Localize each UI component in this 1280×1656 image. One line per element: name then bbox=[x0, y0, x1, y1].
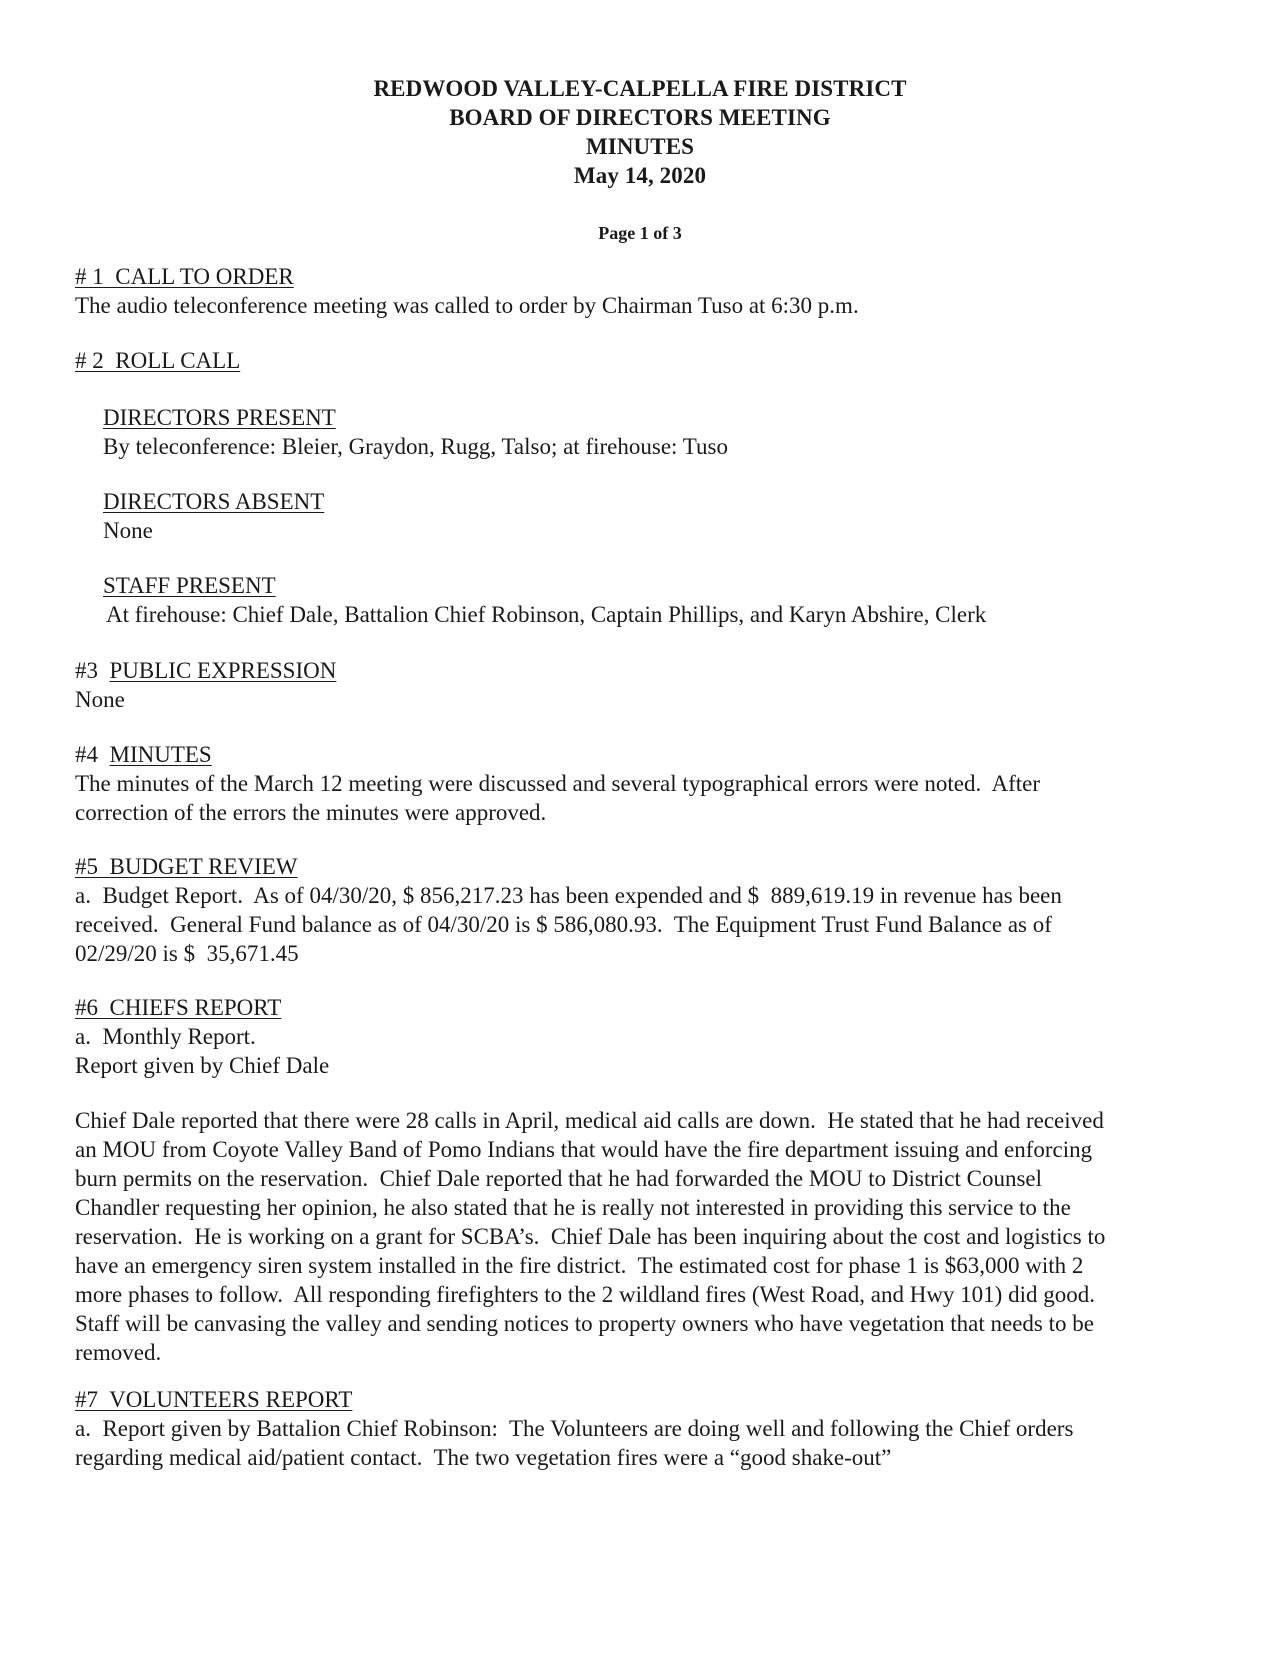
budget-line: 02/29/20 is $ 35,671.45 bbox=[75, 941, 299, 966]
report-line: regarding medical aid/patient contact. The two vegetation fires were a “good shake-out” bbox=[75, 1445, 892, 1470]
directors-present bbox=[103, 403, 1243, 461]
subsection-heading: DIRECTORS ABSENT bbox=[103, 489, 325, 514]
report-line: a. Report given by Battalion Chief Robinson: The Volunteers are doing well and following the Chief orders bbox=[75, 1416, 1074, 1441]
budget-line: a. Budget Report. As of 04/30/20, $ 856,217.23 has been expended and $ 889,619.19 in revenue has been bbox=[75, 883, 1062, 908]
report-line: a. Monthly Report. bbox=[75, 1024, 256, 1049]
subsection-heading: STAFF PRESENT bbox=[103, 573, 276, 598]
section-chiefs-report bbox=[75, 993, 1215, 1080]
section-title: PUBLIC EXPRESSION bbox=[109, 658, 337, 683]
section-body-line: The minutes of the March 12 meeting were discussed and several typographical errors were noted. After bbox=[75, 771, 1041, 796]
section-body: The audio teleconference meeting was called to order by Chairman Tuso at 6:30 p.m. bbox=[75, 293, 859, 318]
paragraph-line: Staff will be canvasing the valley and sending notices to property owners who have vegetation that needs to be bbox=[75, 1311, 1094, 1336]
paragraph-line: Chief Dale reported that there were 28 calls in April, medical aid calls are down. He stated that he had received bbox=[75, 1108, 1104, 1133]
paragraph-line: an MOU from Coyote Valley Band of Pomo Indians that would have the fire department issuing and enforcing bbox=[75, 1137, 1093, 1162]
section-title: MINUTES bbox=[109, 742, 212, 767]
section-roll-call bbox=[75, 346, 1215, 375]
paragraph-line: removed. bbox=[75, 1340, 162, 1365]
section-volunteers-report bbox=[75, 1385, 1215, 1472]
section-budget-review bbox=[75, 852, 1215, 968]
section-number: #3 bbox=[75, 658, 98, 683]
paragraph-line: burn permits on the reservation. Chief Dale reported that he had forwarded the MOU to District Counsel bbox=[75, 1166, 1043, 1191]
budget-line: received. General Fund balance as of 04/30/20 is $ 586,080.93. The Equipment Trust Fund Balance as of bbox=[75, 912, 1052, 937]
section-heading: # 1 CALL TO ORDER bbox=[75, 264, 294, 289]
section-public-expression bbox=[75, 656, 1215, 714]
section-heading bbox=[75, 656, 1215, 685]
section-call-to-order bbox=[75, 262, 1215, 320]
paragraph-line: reservation. He is working on a grant for SCBA’s. Chief Dale has been inquiring about the cost and logistics to bbox=[75, 1224, 1106, 1249]
meeting-title: BOARD OF DIRECTORS MEETING bbox=[449, 105, 831, 130]
section-heading: #5 BUDGET REVIEW bbox=[75, 854, 298, 879]
section-number: #4 bbox=[75, 742, 98, 767]
subsection-heading: DIRECTORS PRESENT bbox=[103, 405, 336, 430]
section-minutes bbox=[75, 740, 1215, 827]
paragraph-line: have an emergency siren system installed in the fire district. The estimated cost for phase 1 is $63,000 with 2 bbox=[75, 1253, 1084, 1278]
document-type: MINUTES bbox=[585, 134, 695, 159]
meeting-date: May 14, 2020 bbox=[573, 163, 707, 188]
section-body-line: correction of the errors the minutes were approved. bbox=[75, 800, 547, 825]
section-heading: #7 VOLUNTEERS REPORT bbox=[75, 1387, 353, 1412]
section-body: None bbox=[75, 687, 125, 712]
report-line: Report given by Chief Dale bbox=[75, 1053, 330, 1078]
paragraph-line: more phases to follow. All responding firefighters to the 2 wildland fires (West Road, and Hwy 101) did good. bbox=[75, 1282, 1095, 1307]
section-heading bbox=[75, 740, 1215, 769]
document-header bbox=[0, 74, 1280, 190]
page-number: Page 1 of 3 bbox=[598, 223, 682, 243]
paragraph-line: Chandler requesting her opinion, he also stated that he is really not interested in providing this service to the bbox=[75, 1195, 1071, 1220]
section-heading: #6 CHIEFS REPORT bbox=[75, 995, 282, 1020]
district-name: REDWOOD VALLEY-CALPELLA FIRE DISTRICT bbox=[373, 76, 907, 101]
subsection-body: By teleconference: Bleier, Graydon, Rugg, Talso; at firehouse: Tuso bbox=[103, 434, 728, 459]
directors-absent bbox=[103, 487, 1243, 545]
subsection-body: None bbox=[103, 518, 153, 543]
subsection-body: At firehouse: Chief Dale, Battalion Chief Robinson, Captain Phillips, and Karyn Abshire, Clerk bbox=[106, 602, 987, 627]
staff-present bbox=[103, 571, 1243, 629]
chiefs-report-paragraph bbox=[75, 1106, 1235, 1367]
section-heading: # 2 ROLL CALL bbox=[75, 348, 241, 373]
